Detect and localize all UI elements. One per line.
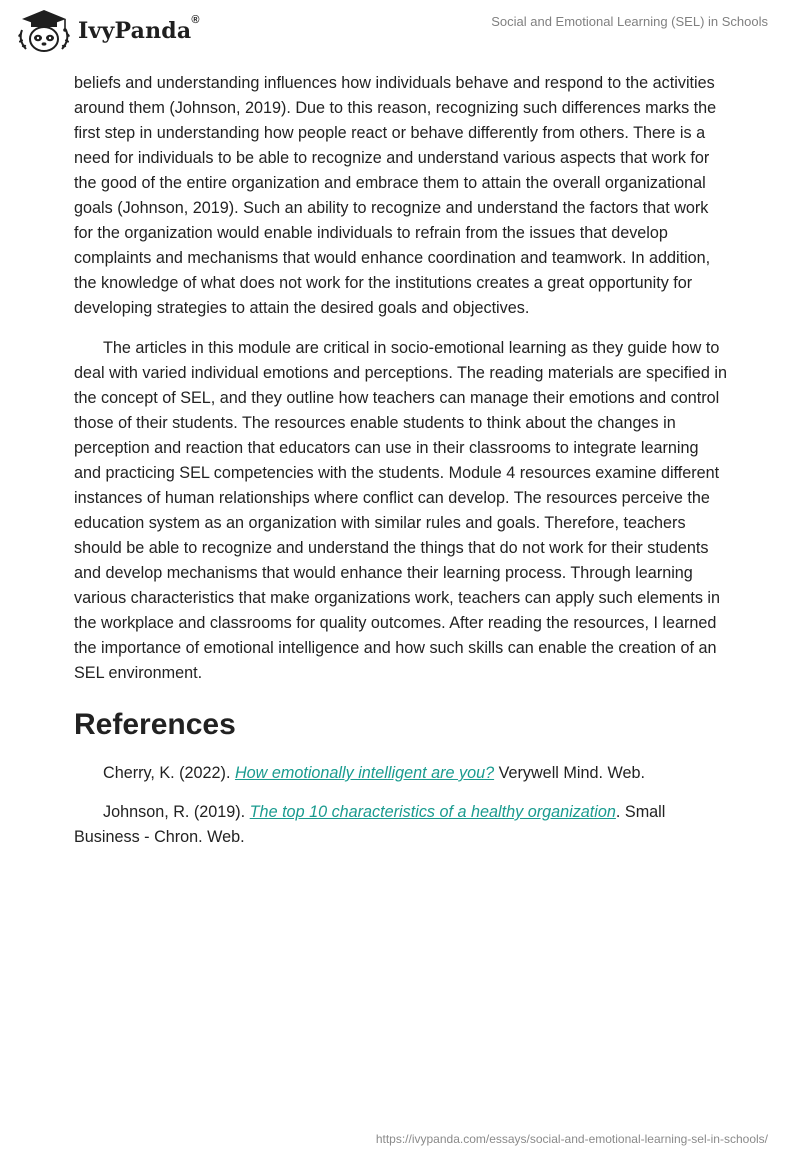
body-paragraph-2: The articles in this module are critical in socio-emotional learning as they guide how to deal with varied individual emotions and perceptions. The reading materials are specified in the concept of SEL, and they outline how teachers can manage their emotions and control those of their students. The resources enable students to think about the changes in perception and reaction that educators can use in their classrooms to integrate learning and practicing SEL competencies with the students. Module 4 resources examine different instances of human relationships where conflict can develop. The resources perceive the education system as an organization with similar rules and goals. Therefore, teachers should be able to recognize and understand the things that do not work for their students and develop mechanisms that would enhance their learning process. Through learning various characteristics that make organizations work, teachers can apply such elements in the workplace and classrooms for quality outcomes. After reading the resources, I learned the importance of emotional intelligence and how such skills can enable the creation of an SEL environment.: [74, 339, 727, 682]
body-paragraph-1: beliefs and understanding influences how individuals behave and respond to the activities around them (Johnson, 2019). Due to this reason, recognizing such differences marks the first step in understanding how people react or behave differently from others. There is a need for individuals to be able to recognize and understand various aspects that work for the good of the entire organization and embrace them to attain the overall organizational goals (Johnson, 2019). Such an ability to recognize and understand the factors that work for the organization would enable individuals to refrain from the issues that develop complaints and mechanisms that would enhance coordination and teamwork. In addition, the knowledge of what does not work for the institutions creates a great opportunity for developing strategies to attain the desired goals and objectives.: [74, 74, 717, 317]
reference-prefix: Johnson, R. (2019).: [103, 803, 250, 821]
reference-item-johnson: [74, 800, 728, 850]
reference-link-cherry[interactable]: How emotionally intelligent are you?: [234, 764, 495, 782]
essay-content: [74, 71, 728, 864]
reference-link-johnson[interactable]: The top 10 characteristics of a healthy organization: [249, 803, 616, 821]
running-title: Social and Emotional Learning (SEL) in Schools: [491, 14, 768, 29]
references-heading: References: [74, 708, 236, 741]
panda-graduate-icon: [14, 8, 74, 54]
source-url[interactable]: https://ivypanda.com/essays/social-and-emotional-learning-sel-in-schools/: [375, 1132, 768, 1146]
reference-prefix: Cherry, K. (2022).: [103, 764, 235, 782]
page-header: [0, 0, 800, 62]
reference-suffix: Verywell Mind. Web.: [494, 764, 645, 782]
logo-wordmark: IvyPanda®: [78, 14, 200, 44]
reference-suffix: . Small Business - Chron. Web.: [74, 803, 666, 846]
ivypanda-logo[interactable]: [14, 8, 200, 54]
reference-item-cherry: [74, 761, 728, 786]
